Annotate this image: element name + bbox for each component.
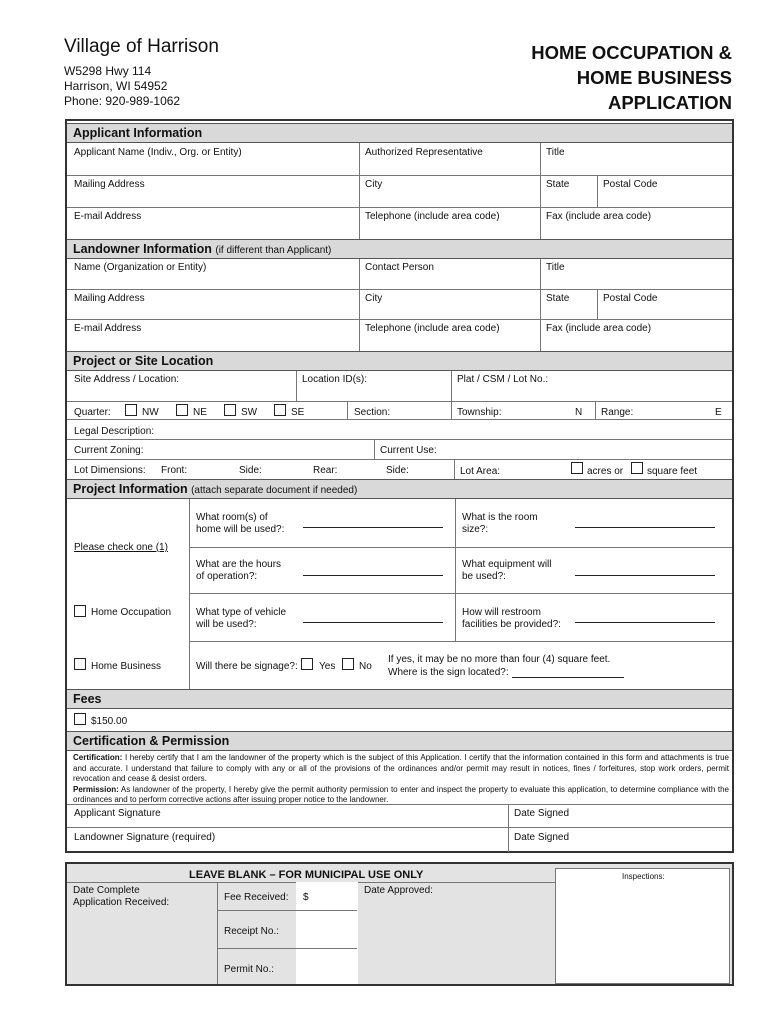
fee-checkbox[interactable] <box>74 713 86 725</box>
hours-answer-line[interactable] <box>303 575 443 576</box>
ne-label: NE <box>193 407 207 418</box>
fees-section-label: Fees <box>73 692 102 706</box>
applicant-state-field[interactable]: State <box>546 179 570 190</box>
landowner-contact-field[interactable]: Contact Person <box>365 262 434 273</box>
landowner-section-note: (if different than Applicant) <box>215 245 332 256</box>
form-title-line-2: HOME BUSINESS <box>576 67 732 88</box>
inspections-box[interactable] <box>555 868 730 984</box>
rooms-question-line-2: home will be used?: <box>196 524 285 535</box>
landowner-email-field[interactable]: E-mail Address <box>74 323 142 334</box>
plat-field[interactable]: Plat / CSM / Lot No.: <box>457 374 549 385</box>
applicant-city-field[interactable]: City <box>365 179 383 190</box>
municipal-title: LEAVE BLANK – FOR MUNICIPAL USE ONLY <box>189 869 424 881</box>
current-use-field[interactable]: Current Use: <box>380 445 437 456</box>
landowner-section-label: Landowner Information <box>73 242 212 256</box>
vehicle-question-line-2: will be used?: <box>196 619 257 630</box>
municipal-use-box <box>65 862 734 986</box>
village-header <box>64 36 219 109</box>
section-field[interactable]: Section: <box>354 407 391 418</box>
applicant-mailing-field[interactable]: Mailing Address <box>74 179 145 190</box>
acres-label: acres or <box>587 466 624 477</box>
room-size-question-line-2: size?: <box>462 524 489 535</box>
phone-line: Phone: 920-989-1062 <box>64 94 181 108</box>
date-complete-label <box>73 885 169 909</box>
form-title <box>531 40 732 115</box>
landowner-name-field[interactable]: Name (Organization or Entity) <box>74 262 207 273</box>
township-field[interactable]: Township: <box>457 407 502 418</box>
side-field-2[interactable]: Side: <box>386 465 409 476</box>
certification-section-label: Certification & Permission <box>73 734 230 748</box>
home-occupation-checkbox[interactable] <box>74 605 86 617</box>
applicant-section-label: Applicant Information <box>73 126 203 140</box>
landowner-state-field[interactable]: State <box>546 293 570 304</box>
landowner-section-title <box>67 239 732 259</box>
applicant-postal-field[interactable]: Postal Code <box>603 179 658 190</box>
room-size-question-line-1: What is the room <box>462 512 538 523</box>
landowner-telephone-field[interactable]: Telephone (include area code) <box>365 323 500 334</box>
date-approved-label: Date Approved: <box>364 885 433 896</box>
landowner-mailing-field[interactable]: Mailing Address <box>74 293 145 304</box>
applicant-name-field[interactable]: Applicant Name (Indiv., Org. or Entity) <box>74 147 242 158</box>
room-size-question <box>462 512 538 536</box>
square-feet-label: square feet <box>647 466 698 477</box>
lot-dimensions-label: Lot Dimensions: <box>74 465 146 476</box>
restroom-question-line-1: How will restroom <box>462 607 541 618</box>
landowner-city-field[interactable]: City <box>365 293 383 304</box>
date-complete-line-2: Application Received: <box>73 897 170 908</box>
home-business-checkbox[interactable] <box>74 658 86 670</box>
square-feet-checkbox[interactable] <box>631 462 643 474</box>
address-line-1: W5298 Hwy 114 <box>64 64 152 78</box>
certification-text <box>73 753 729 806</box>
applicant-title-field[interactable]: Title <box>546 147 565 158</box>
restroom-answer-line[interactable] <box>575 622 715 623</box>
landowner-title-field[interactable]: Title <box>546 262 565 273</box>
site-address-field[interactable]: Site Address / Location: <box>74 374 180 385</box>
rooms-answer-line[interactable] <box>303 527 443 528</box>
equipment-question <box>462 559 551 583</box>
project-section-title <box>67 479 732 499</box>
applicant-fax-field[interactable]: Fax (include area code) <box>546 211 652 222</box>
nw-label: NW <box>142 407 159 418</box>
village-name: Village of Harrison <box>64 36 219 57</box>
vehicle-answer-line[interactable] <box>303 622 443 623</box>
home-occupation-label: Home Occupation <box>91 607 172 618</box>
landowner-date-signed-field[interactable]: Date Signed <box>514 832 570 843</box>
location-id-field[interactable]: Location ID(s): <box>302 374 368 385</box>
site-section-title <box>67 351 732 371</box>
permission-body: As landowner of the property, I hereby give the permit authority permission to enter and inspect the property to evaluate this application, to determine compliance with the ordinances and to perform corrective actions after issuing proper notice to the landowner. <box>73 784 729 805</box>
sign-size-note: If yes, it may be no more than four (4) square feet. <box>388 654 611 665</box>
restroom-question <box>462 607 561 631</box>
address-line-2: Harrison, WI 54952 <box>64 79 168 93</box>
equipment-answer-line[interactable] <box>575 575 715 576</box>
rooms-question-line-1: What room(s) of <box>196 512 268 523</box>
village-address <box>64 64 219 109</box>
current-zoning-field[interactable]: Current Zoning: <box>74 445 144 456</box>
home-business-label: Home Business <box>91 661 162 672</box>
rear-field[interactable]: Rear: <box>313 465 338 476</box>
landowner-fax-field[interactable]: Fax (include area code) <box>546 323 652 334</box>
authorized-rep-field[interactable]: Authorized Representative <box>365 147 483 158</box>
quarter-label: Quarter: <box>74 407 111 418</box>
vehicle-question-line-1: What type of vehicle <box>196 607 287 618</box>
sign-location-answer-line[interactable] <box>512 677 624 678</box>
signage-question: Will there be signage?: <box>196 661 298 672</box>
applicant-section-title <box>67 123 732 143</box>
sw-checkbox[interactable] <box>224 404 236 416</box>
form-title-line-1: HOME OCCUPATION & <box>531 42 732 63</box>
sw-label: SW <box>241 407 258 418</box>
certification-section-title <box>67 731 732 751</box>
signage-yes-label: Yes <box>319 661 336 672</box>
please-check-label: Please check one (1) <box>74 542 168 553</box>
applicant-telephone-field[interactable]: Telephone (include area code) <box>365 211 500 222</box>
side-field-1[interactable]: Side: <box>239 465 262 476</box>
fee-received-label: Fee Received: <box>224 892 289 903</box>
permit-no-label: Permit No.: <box>224 964 275 975</box>
vehicle-question <box>196 607 286 631</box>
se-label: SE <box>291 407 305 418</box>
rooms-question <box>196 512 284 536</box>
room-size-answer-line[interactable] <box>575 527 715 528</box>
landowner-signature-field[interactable]: Landowner Signature (required) <box>74 832 216 843</box>
restroom-question-line-2: facilities be provided?: <box>462 619 561 630</box>
hours-question-line-1: What are the hours <box>196 559 282 570</box>
signage-no-checkbox[interactable] <box>342 658 354 670</box>
project-section-note: (attach separate document if needed) <box>191 485 358 496</box>
applicant-date-signed-field[interactable]: Date Signed <box>514 808 570 819</box>
sign-location-label: Where is the sign located?: <box>388 667 509 678</box>
applicant-signature-field[interactable]: Applicant Signature <box>74 808 161 819</box>
ne-checkbox[interactable] <box>176 404 188 416</box>
form-title-line-3: APPLICATION <box>607 92 732 113</box>
range-e-label: E <box>715 407 722 418</box>
certification-body: I hereby certify that I am the landowner of the property which is the subject of this Application. I certify that the information contained in this form and attachments is true and accurate. I understand that failure to comply with any or all of the provisions of the ordinances and/or permit may result in notices, fines / forfeitures, stop work orders, permit revocation and cease & desist orders. <box>73 753 729 784</box>
front-field[interactable]: Front: <box>161 465 188 476</box>
nw-checkbox[interactable] <box>125 404 137 416</box>
signage-no-label: No <box>359 661 372 672</box>
inspections-label: Inspections: <box>622 872 665 881</box>
project-section-label: Project Information <box>73 482 188 496</box>
fee-amount: $150.00 <box>91 716 128 727</box>
hours-question <box>196 559 281 583</box>
date-complete-line-1: Date Complete <box>73 885 140 896</box>
permission-label: Permission: <box>73 784 119 794</box>
hours-question-line-2: of operation?: <box>196 571 258 582</box>
fees-section-title <box>67 689 732 709</box>
fee-dollar-sign: $ <box>303 892 309 903</box>
range-field[interactable]: Range: <box>601 407 634 418</box>
signage-yes-checkbox[interactable] <box>301 658 313 670</box>
legal-description-field[interactable]: Legal Description: <box>74 426 155 437</box>
receipt-no-label: Receipt No.: <box>224 926 280 937</box>
equipment-question-line-1: What equipment will <box>462 559 552 570</box>
application-form <box>65 119 734 853</box>
landowner-postal-field[interactable]: Postal Code <box>603 293 658 304</box>
site-section-label: Project or Site Location <box>73 354 214 368</box>
township-n-label: N <box>575 407 583 418</box>
equipment-question-line-2: be used?: <box>462 571 506 582</box>
se-checkbox[interactable] <box>274 404 286 416</box>
applicant-email-field[interactable]: E-mail Address <box>74 211 142 222</box>
lot-area-field[interactable]: Lot Area: <box>460 466 501 477</box>
certification-label: Certification: <box>73 753 123 762</box>
acres-checkbox[interactable] <box>571 462 583 474</box>
